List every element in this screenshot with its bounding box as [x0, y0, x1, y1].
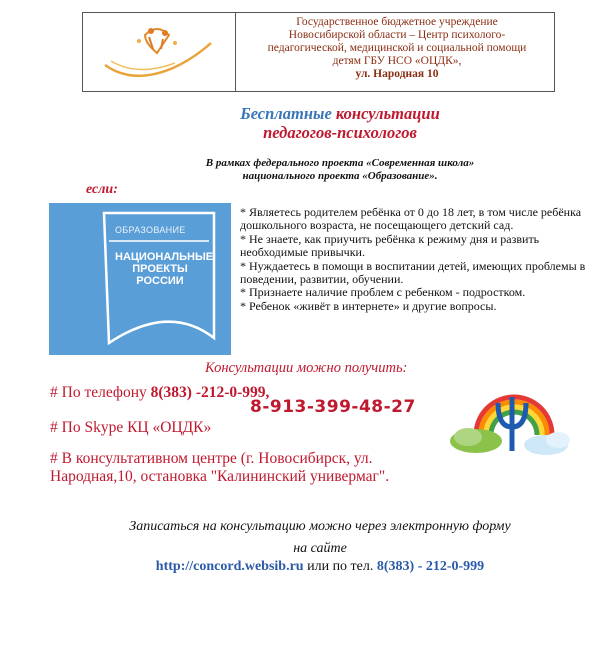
center-address: # В консультативном центре (г. Новосибирск, ул. Народная,10, остановка "Калининский универмаг". [50, 450, 390, 485]
title-psychologists: педагогов-психологов [263, 123, 417, 142]
project-note [130, 157, 550, 183]
if-label: если: [86, 182, 118, 197]
phone-prefix: # По телефону [50, 384, 147, 401]
list-item: * Ребенок «живёт в интернете» и другие вопросы. [240, 298, 497, 313]
header-line: детям ГБУ НСО «ОЦДК», [332, 55, 462, 67]
project-line: В рамках федерального проекта «Современная школа» [205, 157, 475, 169]
phone-number-1[interactable]: 8(383) -212-0-999, [150, 384, 270, 401]
site-link[interactable]: http://concord.websib.ru [155, 559, 304, 574]
np-main-line: НАЦИОНАЛЬНЫЕ [115, 251, 214, 263]
title-free: Бесплатные [240, 104, 332, 123]
header-line: педагогической, медицинской и социальной помощи [267, 42, 527, 54]
header-address: ул. Народная 10 [355, 68, 439, 80]
project-line: национального проекта «Образование». [242, 170, 438, 182]
center-logo [83, 13, 235, 91]
psychology-logo [446, 385, 576, 460]
registration-note [50, 516, 590, 560]
site-or-text: или по тел. [307, 559, 374, 574]
list-item: * Не знаете, как приучить ребёнка к режиму дня и развить необходимые привычки. [240, 231, 540, 260]
national-projects-logo [49, 203, 231, 355]
list-item: * Являетесь родителем ребёнка от 0 до 18 лет, в том числе ребёнка дошкольного возраста, не посещающего детский сад. [240, 205, 582, 233]
header-line: Новосибирской области – Центр психолого- [288, 29, 506, 41]
reasons-list [240, 206, 586, 313]
list-item: * Признаете наличие проблем с ребенком - подростком. [240, 285, 526, 300]
np-main-line: РОССИИ [136, 275, 184, 287]
hands-heart-icon [83, 13, 235, 91]
header-line: Государственное бюджетное учреждение [296, 16, 498, 28]
page-title [140, 104, 540, 142]
list-item: * Нуждаетесь в помощи в воспитании детей, имеющих проблемы в поведении, развитии, обучении. [240, 258, 586, 287]
skype-line: # По Skype КЦ «ОЦДК» [50, 419, 212, 436]
np-main-line: ПРОЕКТЫ [132, 263, 188, 275]
header-divider [235, 13, 236, 91]
registration-line: на сайте [293, 541, 347, 556]
psi-rainbow-icon [446, 385, 576, 460]
registration-line: Записаться на консультацию можно через электронную форму [129, 519, 511, 534]
site-phone[interactable]: 8(383) - 212-0-999 [376, 559, 485, 574]
header-box [82, 12, 555, 92]
site-line [60, 559, 580, 575]
phone-line [50, 384, 269, 402]
np-main-label [115, 251, 214, 287]
phone-number-2[interactable]: 8-913-399-48-27 [250, 397, 416, 417]
title-consultations: консультации [335, 104, 440, 123]
consultations-title: Консультации можно получить: [205, 360, 408, 376]
np-top-label: ОБРАЗОВАНИЕ [115, 225, 186, 235]
header-text [243, 16, 551, 81]
